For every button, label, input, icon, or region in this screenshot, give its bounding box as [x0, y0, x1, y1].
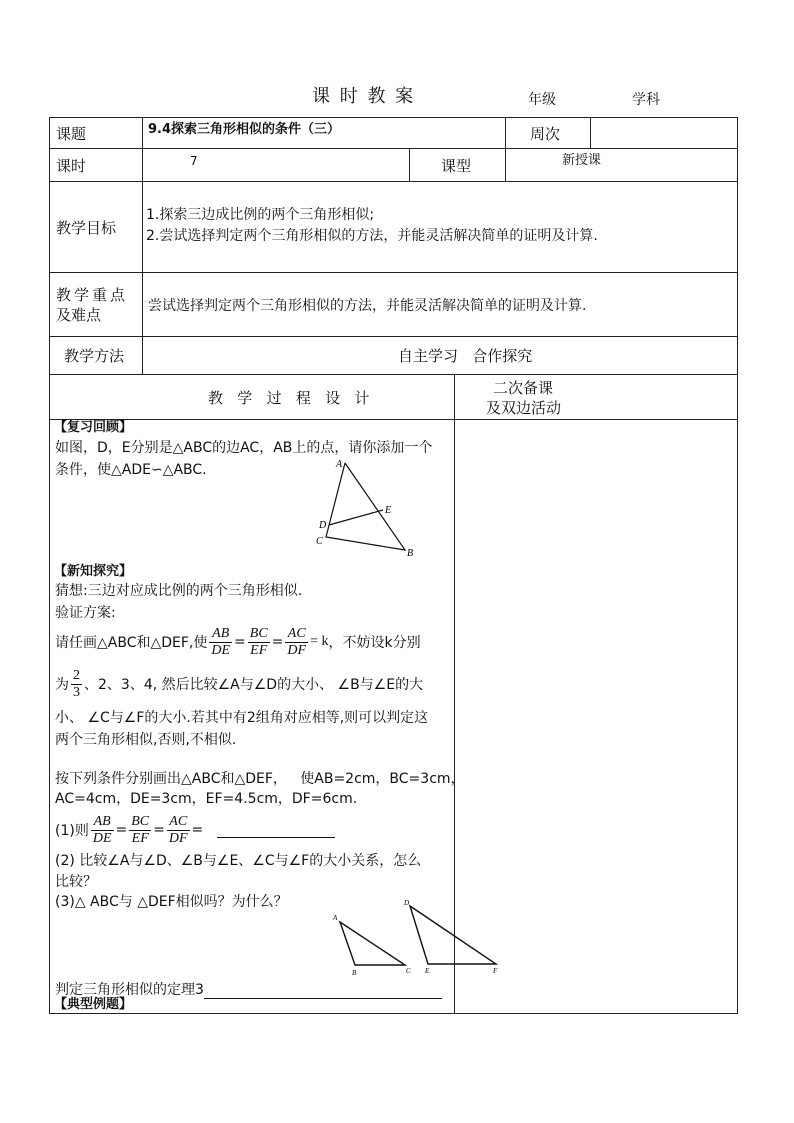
type-label: 课型 [441, 157, 472, 175]
fig1-label-a: A [336, 459, 343, 470]
compare-line: 小、 ∠C与∠F的大小.若其中有2组角对应相等,则可以判定这 [55, 710, 429, 726]
goal-item-1: 1.探索三边成比例的两个三角形相似; [146, 207, 375, 223]
k-suffix: 、2、3、4, 然后比较∠A与∠D的大小、 ∠B与∠E的大 [84, 677, 424, 693]
subject-label: 学科 [632, 92, 660, 108]
q1-answer-blank[interactable] [217, 823, 335, 838]
question-3: (3)△ ABC与 △DEF相似吗？为什么？ [55, 894, 288, 910]
method-value: 自主学习 合作探究 [398, 347, 533, 365]
review-line-1: 如图，D，E分别是△ABC的边AC，AB上的点，请你添加一个 [55, 440, 433, 456]
theorem-answer-blank[interactable] [204, 984, 442, 999]
goal-item-2: 2.尝试选择判定两个三角形相似的方法，并能灵活解决简单的证明及计算. [146, 228, 598, 244]
k-prefix: 为 [55, 677, 69, 693]
period-value: 7 [190, 154, 198, 168]
fig2-outline [340, 922, 405, 965]
plan-prefix: 请任画△ABC和△DEF,使 [55, 635, 208, 651]
eq-sign: = [234, 634, 246, 650]
k-values-line [55, 664, 423, 704]
fig3-outline [410, 906, 496, 964]
fig2-label-c: C [406, 967, 411, 975]
draw-line-1: 按下列条件分别画出△ABC和△DEF， 使AB=2cm，BC=3cm， [55, 771, 465, 787]
fig2-label-a: A [333, 914, 338, 922]
fig1-outline [326, 463, 405, 550]
fraction-ac-df: $\frac{AC}{DF}$ [168, 813, 188, 846]
question-1 [55, 810, 335, 850]
draw-line-2: AC=4cm，DE=3cm，EF=4.5cm，DF=6cm. [55, 791, 358, 807]
triangle-figure-def [400, 896, 505, 976]
fig1-label-e: E [385, 505, 392, 516]
page-title: 课 时 教 案 [312, 86, 416, 107]
fraction-bc-ef: $\frac{BC}{EF}$ [131, 813, 150, 846]
method-label: 教学方法 [64, 347, 125, 365]
eq-sign: = [115, 822, 128, 838]
eq-k: = k [310, 634, 329, 649]
fig1-label-d: D [319, 520, 327, 531]
fraction-ab-de: $\frac{AB}{DE}$ [211, 625, 231, 658]
review-heading: 【复习回顾】 [54, 420, 133, 435]
goal-label: 教学目标 [56, 219, 117, 237]
eq-sign: = [271, 634, 284, 650]
eq-sign: = [191, 822, 204, 838]
plan-line [55, 622, 421, 662]
topic-label: 课题 [56, 125, 87, 143]
key-label-1: 教学重点 [56, 286, 129, 304]
plan-suffix: ，不妨设k分别 [328, 635, 421, 651]
key-value: 尝试选择判定两个三角形相似的方法，并能灵活解决简单的证明及计算. [148, 298, 587, 314]
verify-text: 验证方案: [55, 605, 116, 621]
fig1-label-b: B [407, 548, 414, 559]
fraction-ab-de: $\frac{AB}{DE}$ [92, 813, 112, 846]
type-value: 新授课 [562, 153, 602, 168]
fig1-de-segment [329, 510, 383, 525]
fig3-label-f: F [493, 967, 498, 975]
key-label-2: 及难点 [56, 306, 102, 324]
fig2-label-b: B [352, 969, 357, 977]
fraction-ac-df: $\frac{AC}{DF}$ [287, 625, 307, 658]
fraction-two-thirds: $\frac{2}{3}$ [73, 667, 80, 700]
question-2-line-2: 比较？ [55, 874, 97, 890]
eq-sign: = [153, 822, 165, 838]
triangle-figure-1 [312, 455, 422, 560]
guess-text: 猜想:三边对应成比例的两个三角形相似. [55, 583, 303, 599]
topic-value: 9.4探索三角形相似的条件（三） [148, 122, 341, 137]
theorem-text: 判定三角形相似的定理3 [55, 982, 204, 998]
conclusion-line: 两个三角形相似,否则,不相似. [55, 732, 237, 748]
grade-label: 年级 [528, 92, 556, 108]
fig3-label-e: E [425, 967, 430, 975]
side-label-1: 二次备课 [493, 379, 554, 397]
fraction-bc-ef: $\frac{BC}{EF}$ [249, 625, 268, 658]
fig3-label-d: D [404, 899, 410, 907]
q1-prefix: (1)则 [55, 823, 89, 839]
week-label: 周次 [530, 125, 561, 143]
question-2-line-1: (2) 比较∠A与∠D、∠B与∠E、∠C与∠F的大小关系，怎么 [55, 853, 422, 869]
review-line-2: 条件，使△ADE∽△ABC. [55, 462, 207, 478]
period-label: 课时 [56, 157, 87, 175]
process-label: 教 学 过 程 设 计 [208, 389, 370, 407]
fig1-label-c: C [316, 536, 323, 547]
explore-heading: 【新知探究】 [54, 564, 133, 579]
example-heading: 【典型例题】 [54, 997, 133, 1012]
side-label-2: 及双边活动 [486, 399, 562, 417]
